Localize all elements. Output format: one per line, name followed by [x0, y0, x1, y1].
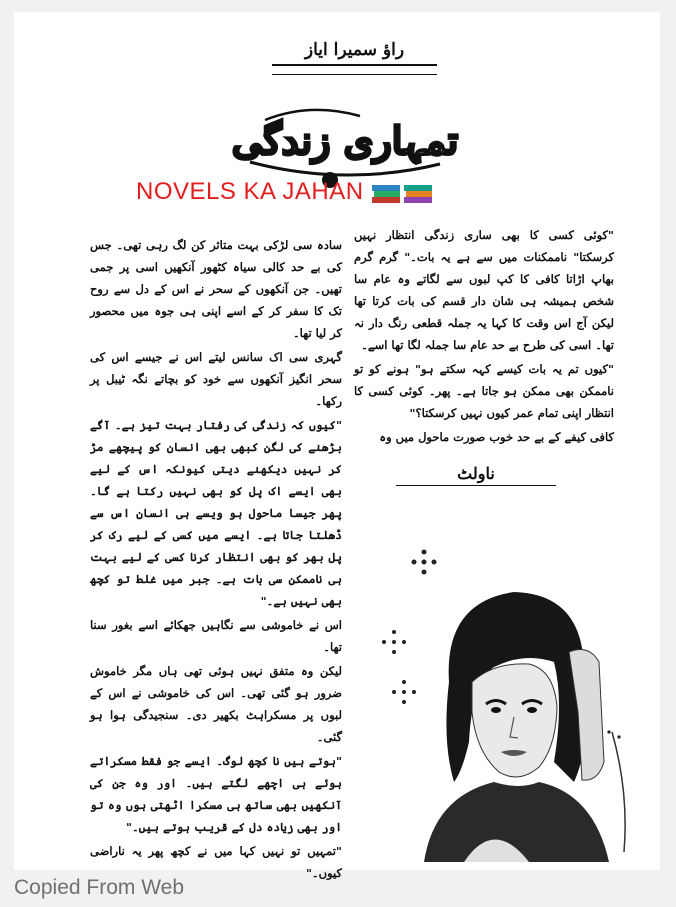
text-column-left	[90, 234, 342, 886]
author-underline	[272, 74, 437, 75]
copied-from-web-label: Copied From Web	[14, 876, 185, 899]
scanned-page	[14, 12, 660, 880]
books-icon	[370, 179, 434, 205]
illustration-woman-portrait	[354, 532, 654, 862]
paragraph: اس نے خاموشی سے نگاہیں جھکائے اسے بغور سنا تھا۔	[90, 618, 342, 654]
paragraph: کافی کیفے کے بے حد خوب صورت ماحول میں وہ	[379, 430, 614, 444]
text-column-right	[354, 224, 614, 450]
paragraph: سادہ سی لڑکی بہت متاثر کن لگ رہی تھی۔ جس کی بے حد کالی سیاہ کٹھور آنکھیں اسی پر جمی تھیں۔ جن آنکھوں کے سحر نے اس کے دل سے روح تک کا سفر کر کے اسے اپنی ہی جوہ میں محصور کر لیا تھا۔	[90, 238, 342, 340]
paragraph: لیکن وہ متفق نہیں ہوئی تھی ہاں مگر خاموش ضرور ہو گئی تھی۔ اس کی خاموشی نے اس کے لبوں پر مسکراہٹ بکھیر دی۔ سنجیدگی ہوا ہو گئی۔	[90, 664, 342, 744]
author-name: راؤ سمیرا ایاز	[272, 40, 437, 66]
novel-title-calligraphy	[220, 92, 470, 192]
watermark-text: NOVELS KA JAHAN	[136, 178, 364, 205]
novel-title-text: تمہاری زندگی	[231, 118, 459, 163]
paragraph: "ہوتے ہیں نا کچھ لوگ۔ ایسے جو فقط مسکراتے ہوئے ہی اچھے لگتے ہیں۔ اور وہ جن کی آنکھیں بھی ساتھ ہی مسکرا اٹھتی ہوں وہ تو اور بھی زیادہ دل کے قریب ہوتے ہیں۔"	[90, 754, 342, 834]
paragraph: "تمہیں تو نہیں کہا میں نے کچھ پھر یہ ناراضی کیوں۔"	[90, 844, 342, 880]
paragraph: گہری سی اک سانس لیتے اس نے جیسے اس کی سحر انگیز آنکھوں سے خود کو بچاتے نگہ ٹیبل پر رکھا۔	[90, 350, 342, 408]
paragraph: "کیوں کہ زندگی کی رفتار بہت تیز ہے۔ آگے بڑھنے کی لگن کبھی بھی انسان کو پیچھے مڑ کر نہیں دیکھنے دیتی کیونکہ اس کے لیے بھی ایسے اک پل کو بھی نہیں رکتا ہے گا۔ پھر جیسا ماحول ہو ویسے ہی انسان اس سے ڈھلتا جاتا ہے۔ ایسے میں کسی کے لیے رک کر پل بھر کو بھی انتظار کرنا کسی کے لیے بہت ہی ناممکن سی بات ہے۔ جبر میں غلط تو کچھ بھی نہیں ہے۔"	[90, 418, 342, 608]
watermark	[136, 178, 516, 206]
paragraph: "کوئی کسی کا بھی ساری زندگی انتظار نہیں کرسکتا" ناممکنات میں سے ہے یہ بات۔" گرم گرم بھاپ اڑاتا کافی کا کپ لبوں سے لگاتے وہ عام سا شخص ہمیشہ ہی شان دار قسم کی بات کرتا تھا لیکن آج اس وقت کا کہا یہ جملہ قطعی رنگ دار نہ تھا۔ اسی کی طرح بے حد عام سا جملہ لگا تھا اسے۔	[354, 228, 614, 352]
paragraph: "کیوں تم یہ بات کیسے کہہ سکتے ہو" ہونے کو تو ناممکن بھی ممکن ہو جاتا ہے۔ پھر۔ کوئی کسی کا انتظار اپنی تمام عمر کیوں نہیں کرسکتا؟"	[354, 362, 614, 420]
section-label: ناولٹ	[396, 464, 556, 486]
